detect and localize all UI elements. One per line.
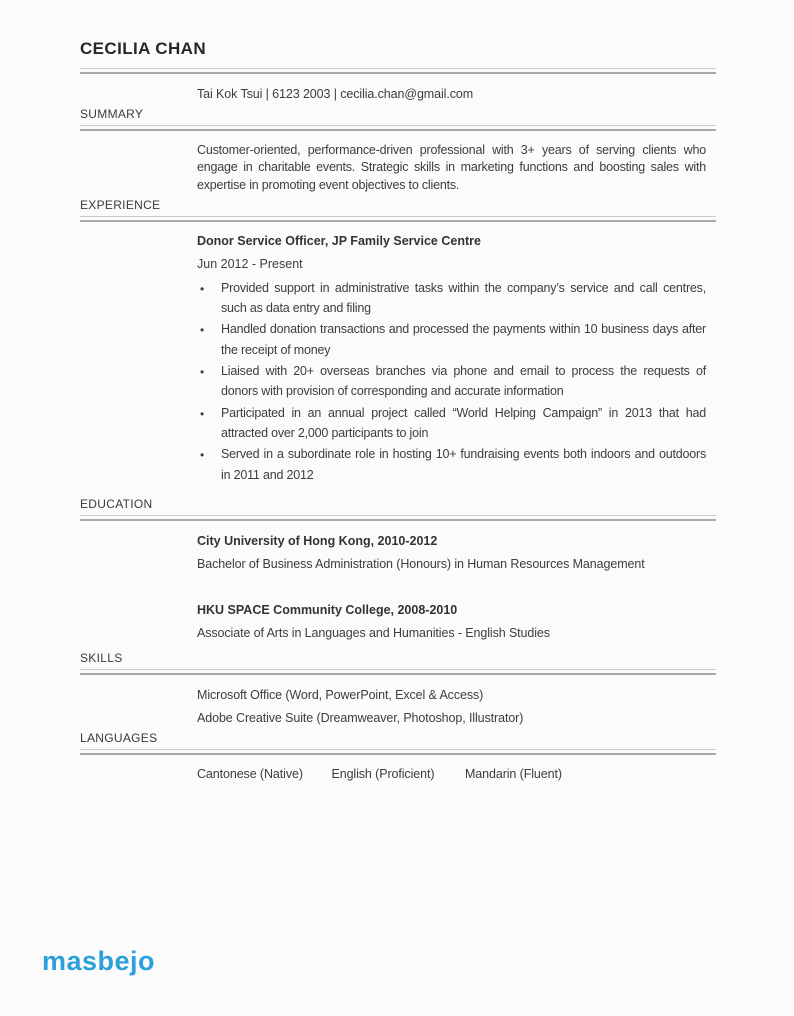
experience-bullet-list [197,278,706,485]
education-degree: Associate of Arts in Languages and Humanities - English Studies [197,625,550,640]
skill-item: Microsoft Office (Word, PowerPoint, Excel & Access) [197,687,484,702]
education-school: City University of Hong Kong, 2010-2012 [197,533,438,548]
page-title: CECILIA CHAN [80,39,206,58]
skill-item: Adobe Creative Suite (Dreamweaver, Photoshop, Illustrator) [197,710,524,725]
section-label-experience: EXPERIENCE [80,197,161,212]
job-dates: Jun 2012 - Present [197,256,303,271]
summary-divider [80,125,716,131]
language-item: English (Proficient) [331,766,435,781]
header-divider [80,68,716,74]
experience-bullet: • Liaised with 20+ overseas branches via phone and email to process the requests of donors with provision of corresponding and accurate information [197,361,706,402]
job-title: Donor Service Officer, JP Family Service Centre [197,233,481,248]
section-label-summary: SUMMARY [80,107,144,121]
experience-bullet: • Handled donation transactions and processed the payments within 10 business days after the receipt of money [197,319,706,360]
masbejo-watermark: masbejo [42,946,156,976]
summary-text: Customer-oriented, performance-driven professional with 3+ years of serving clients who engage in charitable events. Strategic skills in marketing functions and boosting sales with expertise in promoting event objectives to clients. [197,143,706,192]
experience-bullet: • Participated in an annual project called “World Helping Campaign” in 2013 that had attracted over 2,000 participants to join [197,403,706,444]
education-degree: Bachelor of Business Administration (Honours) in Human Resources Management [197,556,645,571]
language-list [197,767,716,782]
language-item: Cantonese (Native) [197,766,303,781]
education-school: HKU SPACE Community College, 2008-2010 [197,602,458,617]
experience-bullet: • Provided support in administrative tasks within the company’s service and call centres, such as data entry and filing [197,278,706,319]
skills-divider [80,669,716,675]
education-divider [80,515,716,521]
section-label-education: EDUCATION [80,496,153,511]
contact-line: Tai Kok Tsui | 6123 2003 | cecilia.chan@gmail.com [197,87,474,101]
section-label-skills: SKILLS [80,650,123,665]
experience-divider [80,216,716,222]
language-item: Mandarin (Fluent) [464,766,562,781]
section-label-languages: LANGUAGES [80,730,158,745]
experience-bullet: • Served in a subordinate role in hosting 10+ fundraising events both indoors and outdoors in 2011 and 2012 [197,444,706,485]
languages-divider [80,749,716,755]
